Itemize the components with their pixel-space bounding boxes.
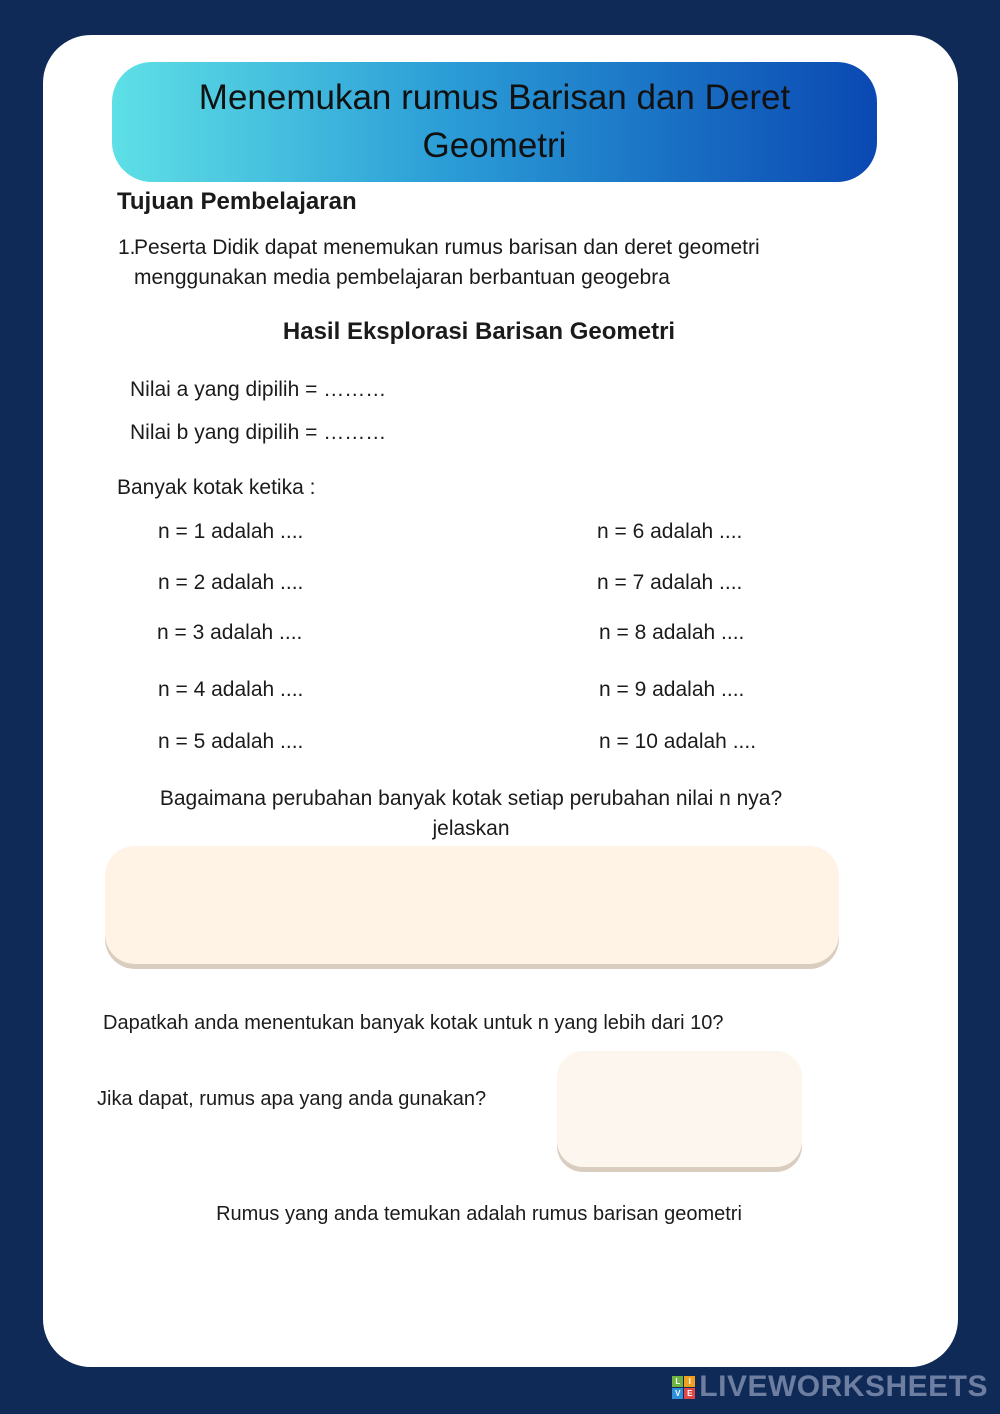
n-item-6: n = 6 adalah ....: [597, 520, 743, 543]
count-intro: Banyak kotak ketika :: [117, 476, 316, 499]
n-item-8: n = 8 adalah ....: [599, 621, 745, 644]
exploration-heading: Hasil Eksplorasi Barisan Geometri: [282, 318, 676, 345]
value-a-line: Nilai a yang dipilih = ………: [130, 378, 387, 401]
n-item-7: n = 7 adalah ....: [597, 571, 743, 594]
n-item-4: n = 4 adalah ....: [158, 678, 304, 701]
logo-letter: E: [684, 1388, 695, 1399]
goal-text: Peserta Didik dapat menemukan rumus barisan dan deret geometri menggunakan media pembelajaran berbantuan geogebra: [134, 236, 760, 289]
n-item-2: n = 2 adalah ....: [158, 571, 304, 594]
answer-box-explanation[interactable]: [105, 846, 839, 964]
conclusion-text: Rumus yang anda temukan adalah rumus barisan geometri: [216, 1203, 742, 1225]
liveworksheets-logo-icon: [672, 1376, 695, 1399]
question-2: Dapatkah anda menentukan banyak kotak untuk n yang lebih dari 10?: [103, 1012, 724, 1034]
value-b-line: Nilai b yang dipilih = ………: [130, 421, 387, 444]
n-item-3: n = 3 adalah ....: [157, 621, 303, 644]
n-item-9: n = 9 adalah ....: [599, 678, 745, 701]
logo-letter: L: [672, 1376, 683, 1387]
answer-box-formula[interactable]: [557, 1051, 802, 1167]
watermark-text: LIVEWORKSHEETS: [699, 1370, 988, 1403]
n-item-10: n = 10 adalah ....: [599, 730, 757, 753]
question-1-line2: jelaskan: [432, 817, 510, 840]
n-item-5: n = 5 adalah ....: [158, 730, 304, 753]
goal-number: 1.: [118, 236, 136, 259]
page-title: Menemukan rumus Barisan dan Deret Geometri: [198, 78, 791, 165]
logo-letter: V: [672, 1388, 683, 1399]
learning-goal: [118, 233, 878, 293]
question-3: Jika dapat, rumus apa yang anda gunakan?: [97, 1088, 487, 1110]
title-banner: [112, 62, 877, 182]
n-item-1: n = 1 adalah ....: [158, 520, 304, 543]
question-1-line1: Bagaimana perubahan banyak kotak setiap perubahan nilai n nya?: [159, 787, 783, 810]
logo-letter: I: [684, 1376, 695, 1387]
goals-heading: Tujuan Pembelajaran: [117, 188, 357, 215]
watermark: [672, 1370, 988, 1404]
